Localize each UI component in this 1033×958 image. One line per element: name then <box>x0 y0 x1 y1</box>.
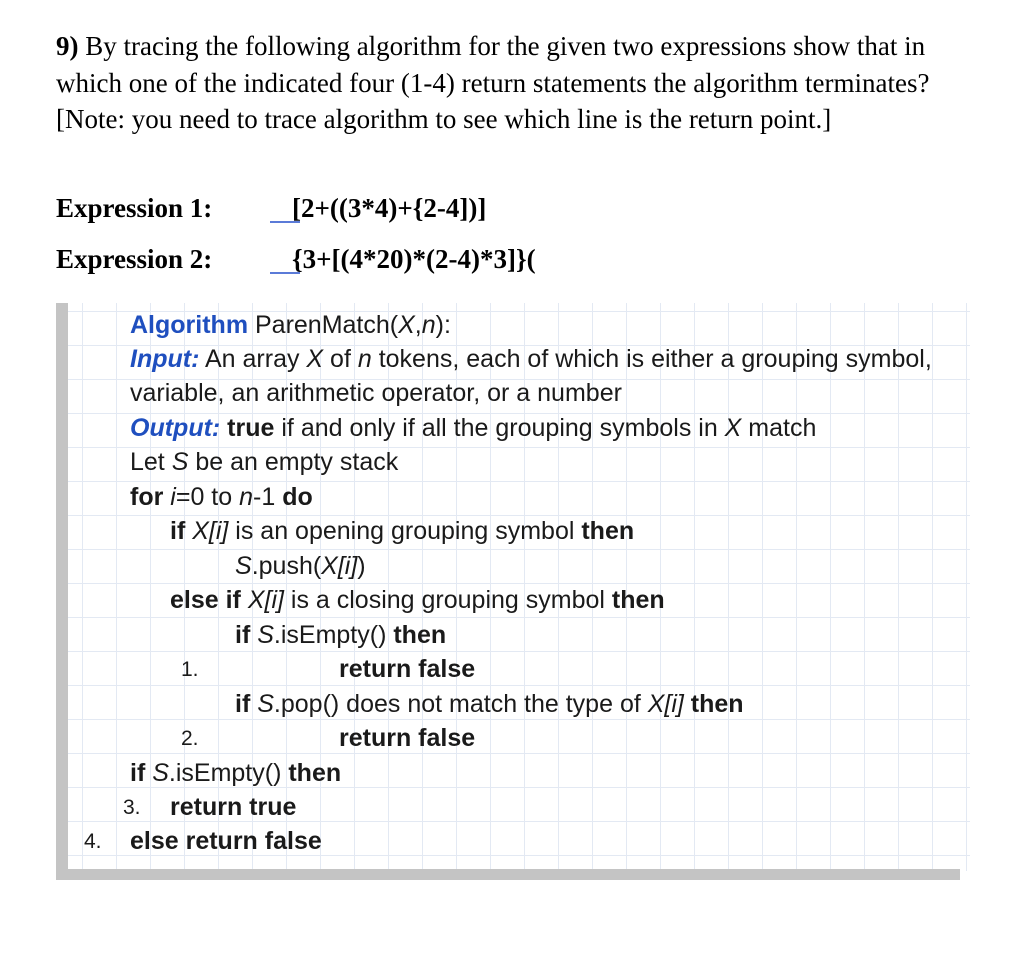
return-marker-2: 2. <box>181 727 199 750</box>
algorithm-return-true: return true <box>170 793 297 821</box>
expression-1-value: [2+((3*4)+{2-4])] <box>292 193 487 223</box>
algorithm-if-opening: if X[i] is an opening grouping symbol then <box>170 517 635 545</box>
algorithm-push: S.push(X[i]) <box>235 552 366 580</box>
expression-2-label: Expression 2: <box>56 244 213 274</box>
algorithm-box-border-left <box>56 303 68 871</box>
algorithm-box-border-bottom <box>56 869 960 880</box>
return-marker-1: 1. <box>181 658 199 681</box>
algorithm-else-return-false: else return false <box>130 827 322 855</box>
algorithm-heading: Algorithm ParenMatch(X,n): <box>130 311 451 339</box>
algorithm-input-line-2: variable, an arithmetic operator, or a number <box>130 379 622 407</box>
algorithm-for-loop: for i=0 to n-1 do <box>130 483 313 511</box>
question-number: 9) <box>56 31 79 61</box>
algorithm-if-pop: if S.pop() does not match the type of X[i] then <box>235 690 744 718</box>
question-text <box>56 28 956 138</box>
question-body: By tracing the following algorithm for the given two expressions show that in which one of the indicated four (1-4) return statements the algorithm terminates? [Note: you need to trace algorithm to see which line is the return point.] <box>56 31 930 134</box>
algorithm-if-empty-2: if S.isEmpty() then <box>130 759 342 787</box>
algorithm-if-empty-1: if S.isEmpty() then <box>235 621 447 649</box>
expression-1-label: Expression 1: <box>56 193 213 223</box>
expression-2-value: {3+[(4*20)*(2-4)*3]}( <box>292 244 536 274</box>
return-marker-3: 3. <box>123 796 141 819</box>
algorithm-let-stack: Let S be an empty stack <box>130 448 399 476</box>
algorithm-output: Output: true if and only if all the grouping symbols in X match <box>130 414 817 442</box>
algorithm-return-false-1: return false <box>339 655 476 683</box>
algorithm-return-false-2: return false <box>339 724 476 752</box>
return-marker-4: 4. <box>84 830 102 853</box>
algorithm-input-line-1: Input: An array X of n tokens, each of which is either a grouping symbol, <box>130 345 932 373</box>
algorithm-else-if-closing: else if X[i] is a closing grouping symbol then <box>170 586 665 614</box>
